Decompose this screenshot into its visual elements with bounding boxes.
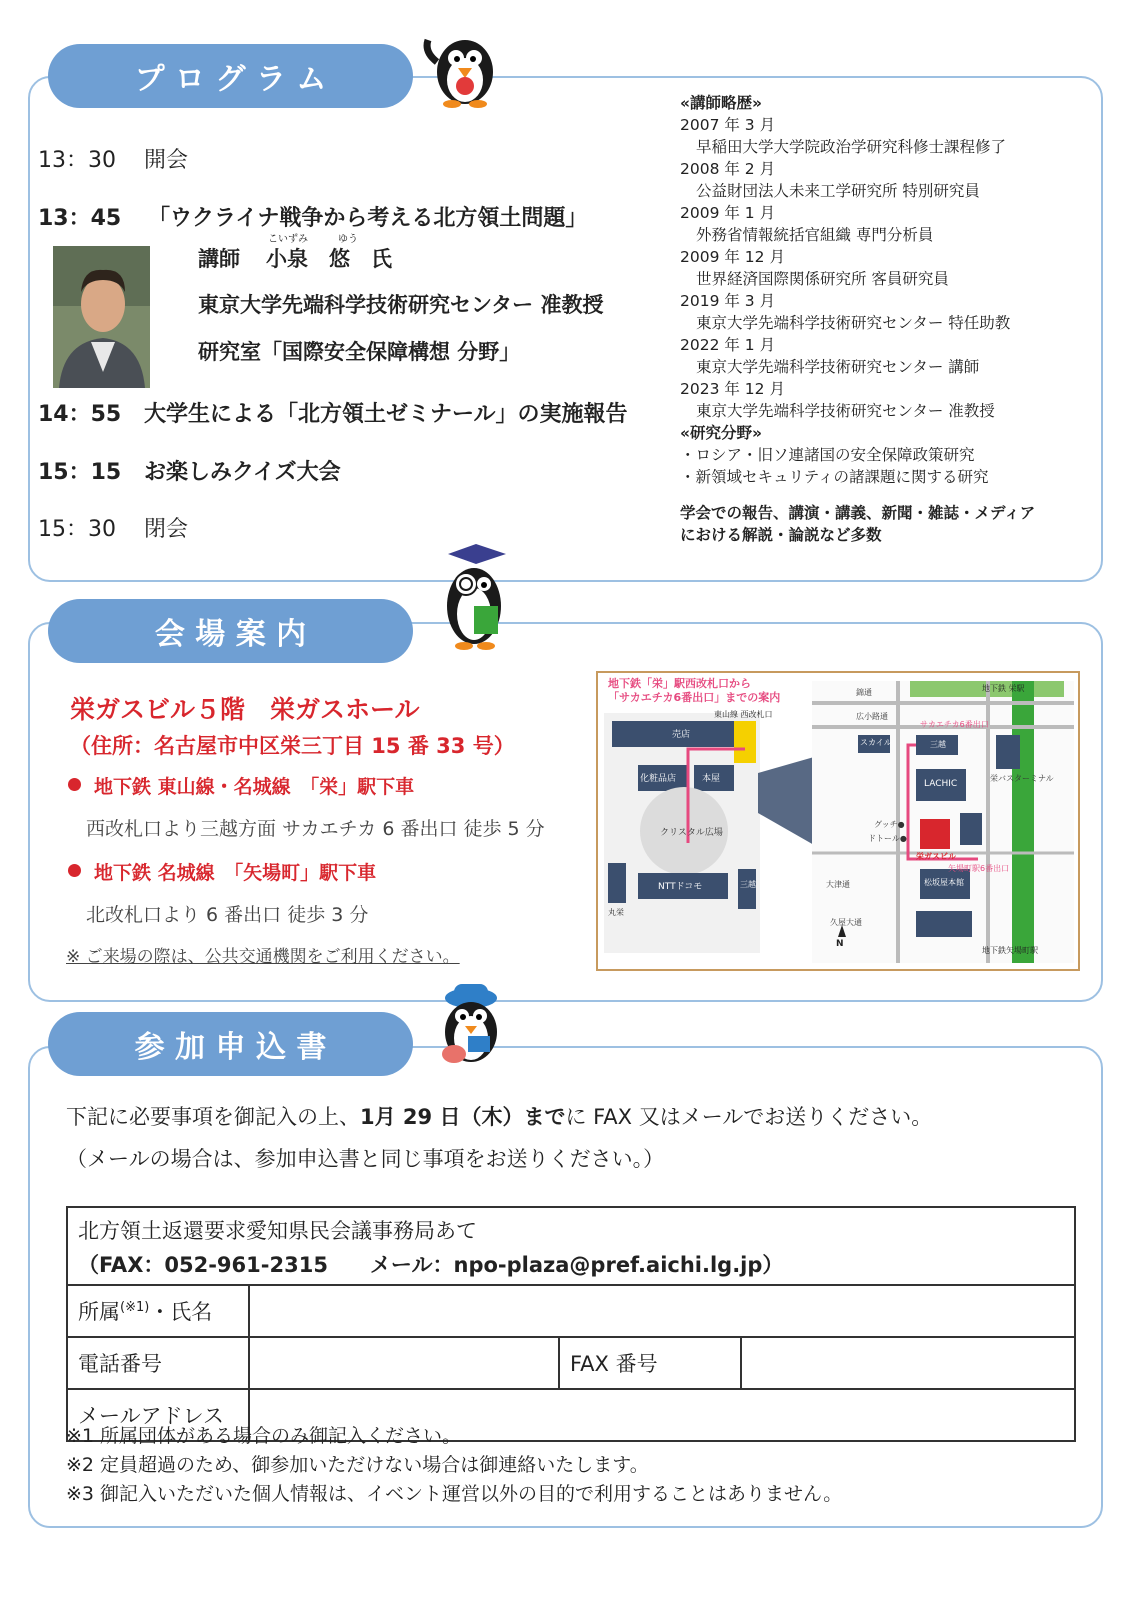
venue-name: 栄ガスビル５階 栄ガスホール xyxy=(70,695,420,724)
deadline: 1月 29 日（木）まで xyxy=(360,1105,566,1129)
form-note: ※1 所属団体がある場合のみ御記入ください。 xyxy=(66,1425,462,1447)
map-caption1: 地下鉄「栄」駅西改札口から xyxy=(608,677,751,690)
application-intro2: （メールの場合は、参加申込書と同じ事項をお送りください。） xyxy=(66,1147,665,1171)
field-item: ・ロシア・旧ソ連諸国の安全保障政策研究 xyxy=(680,446,975,464)
venue-note: ※ ご来場の際は、公共交通機関をご利用ください。 xyxy=(66,947,460,967)
program-heading-tab xyxy=(48,44,413,108)
map-label: 三越 xyxy=(930,740,946,749)
venue-address: （住所：名古屋市中区栄三丁目 15 番 33 号） xyxy=(70,734,515,758)
map-label: 化粧品店 xyxy=(640,774,677,784)
penguin-graduate-mascot-icon xyxy=(430,540,512,650)
career-date: 2023 年 12 月 xyxy=(680,380,785,398)
map-label: ドトール● xyxy=(868,834,907,843)
fax-label-cell xyxy=(559,1337,741,1389)
career-date: 2009 年 1 月 xyxy=(680,204,776,222)
map-label: 矢場町駅6番出口 xyxy=(948,864,1010,873)
career-desc: 東京大学先端科学技術研究センター 講師 xyxy=(696,358,980,376)
map-label: 大津通 xyxy=(826,880,850,889)
career-date: 2007 年 3 月 xyxy=(680,116,776,134)
career-date: 2019 年 3 月 xyxy=(680,292,776,310)
program-item-time: 13：45 xyxy=(38,206,122,231)
map-label: スカイル xyxy=(860,738,892,747)
map-label: サカエチカ6番出口 xyxy=(920,720,989,729)
career-heading: «講師略歴» xyxy=(680,94,763,112)
map-label: 錦通 xyxy=(856,688,872,697)
program-item-label: 「ウクライナ戦争から考える北方領土問題」 xyxy=(148,206,588,231)
affiliation-sup: (※1) xyxy=(120,1300,150,1315)
map-label: LACHIC xyxy=(924,779,958,789)
email-label: メールアドレス xyxy=(78,1404,224,1428)
career-date: 2022 年 1 月 xyxy=(680,336,776,354)
penguin-mascot-icon xyxy=(420,22,510,108)
program-item-time: 15：30 xyxy=(38,517,116,542)
application-heading-tab xyxy=(48,1012,413,1076)
speaker-affiliation: 東京大学先端科学技術研究センター 准教授 xyxy=(198,293,604,317)
form-addressee: 北方領土返還要求愛知県民会議事務局あて xyxy=(78,1219,477,1243)
map-label: 広小路通 xyxy=(856,712,888,721)
bio-note-line2: における解説・論説など多数 xyxy=(680,526,882,544)
form-note: ※2 定員超過のため、御参加いただけない場合は御連絡いたします。 xyxy=(66,1454,649,1476)
map-label: クリスタル広場 xyxy=(660,828,723,838)
speaker-ruby-given: ゆう xyxy=(338,234,358,245)
intro-post: に FAX 又はメールでお送りください。 xyxy=(565,1105,933,1129)
career-desc: 東京大学先端科学技術研究センター 特任助教 xyxy=(696,314,1011,332)
map-label: グッチ● xyxy=(874,820,905,829)
speaker-name: 小泉 悠 氏 xyxy=(266,247,392,271)
field-item: ・新領域セキュリティの諸課題に関する研究 xyxy=(680,468,989,486)
application-form xyxy=(66,1206,1076,1442)
phone-label-cell xyxy=(67,1337,249,1389)
career-date: 2008 年 2 月 xyxy=(680,160,776,178)
program-item-time: 14：55 xyxy=(38,402,122,427)
bio-note-line1: 学会での報告、講演・講義、新聞・雑誌・メディア xyxy=(680,504,1036,522)
map-caption2: 「サカエチカ6番出口」までの案内 xyxy=(608,691,781,704)
form-contact: （FAX：052-961-2315 メール：npo-plaza@pref.aichi.lg.jp） xyxy=(78,1253,784,1277)
program-item-label: お楽しみクイズ大会 xyxy=(144,460,341,485)
application-intro xyxy=(66,1101,932,1131)
map-label: 売店 xyxy=(672,730,691,740)
program-item-time: 13：30 xyxy=(38,148,116,173)
affiliation-name-field[interactable] xyxy=(249,1285,1075,1337)
career-desc: 早稲田大学大学院政治学研究科修士課程修了 xyxy=(696,138,1007,156)
phone-field[interactable] xyxy=(249,1337,559,1389)
map-label: 栄バスターミナル xyxy=(990,774,1054,783)
career-desc: 世界経済国際関係研究所 客員研究員 xyxy=(696,270,949,288)
affiliation-label-cell xyxy=(67,1285,249,1337)
route-detail: 西改札口より三越方面 サカエチカ 6 番出口 徒歩 5 分 xyxy=(86,818,545,840)
map-label: 丸栄 xyxy=(608,908,624,917)
speaker-lab: 研究室「国際安全保障構想 分野」 xyxy=(198,340,521,364)
form-header-cell xyxy=(67,1207,1075,1285)
field-heading: «研究分野» xyxy=(680,424,763,442)
map-label: 栄ガスビル xyxy=(916,852,956,861)
career-date: 2009 年 12 月 xyxy=(680,248,785,266)
form-note: ※3 御記入いただいた個人情報は、イベント運営以外の目的で利用することはありません。 xyxy=(66,1483,843,1505)
fax-field[interactable] xyxy=(741,1337,1075,1389)
venue-heading: 会 場 案 内 xyxy=(154,617,307,652)
map-label: 久屋大通 xyxy=(830,918,862,927)
bullet-icon xyxy=(68,778,81,791)
program-item-label: 閉会 xyxy=(144,517,189,542)
program-item-label: 大学生による「北方領土ゼミナール」の実施報告 xyxy=(144,402,628,427)
map-label: 東山線 西改札口 xyxy=(714,710,773,719)
program-heading: プ ロ グ ラ ム xyxy=(134,62,327,97)
bullet-icon xyxy=(68,864,81,877)
phone-label: 電話番号 xyxy=(78,1352,162,1376)
map-label: 地下鉄 栄駅 xyxy=(982,684,1025,693)
fax-label: FAX 番号 xyxy=(570,1352,658,1376)
career-desc: 外務省情報統括官組織 専門分析員 xyxy=(696,226,934,244)
speaker-photo xyxy=(53,246,150,388)
map-label: 松坂屋本館 xyxy=(924,878,964,887)
penguin-hat-mascot-icon xyxy=(428,978,514,1066)
intro-pre: 下記に必要事項を御記入の上、 xyxy=(66,1105,360,1129)
program-item-time: 15：15 xyxy=(38,460,122,485)
name-label: ・氏名 xyxy=(149,1300,213,1324)
map-label: 本屋 xyxy=(702,774,721,784)
affiliation-label: 所属 xyxy=(78,1300,120,1324)
route-line: 地下鉄 東山線・名城線 「栄」駅下車 xyxy=(94,776,415,798)
speaker-title: 講師 xyxy=(198,247,240,271)
program-item-label: 開会 xyxy=(144,148,189,173)
route-detail: 北改札口より 6 番出口 徒歩 3 分 xyxy=(86,904,369,926)
map-north-label: N xyxy=(836,939,844,949)
application-heading: 参 加 申 込 書 xyxy=(134,1030,327,1065)
route-line: 地下鉄 名城線 「矢場町」駅下車 xyxy=(94,862,377,884)
venue-heading-tab xyxy=(48,599,413,663)
speaker-ruby-family: こいずみ xyxy=(268,234,308,245)
map-label: 地下鉄矢場町駅 xyxy=(982,946,1038,955)
venue-map xyxy=(596,671,1080,971)
career-desc: 公益財団法人未来工学研究所 特別研究員 xyxy=(696,182,980,200)
speaker-bio xyxy=(680,92,1035,546)
map-label: NTTドコモ xyxy=(658,882,703,892)
map-label: 三越 xyxy=(740,880,756,889)
career-desc: 東京大学先端科学技術研究センター 准教授 xyxy=(696,402,995,420)
